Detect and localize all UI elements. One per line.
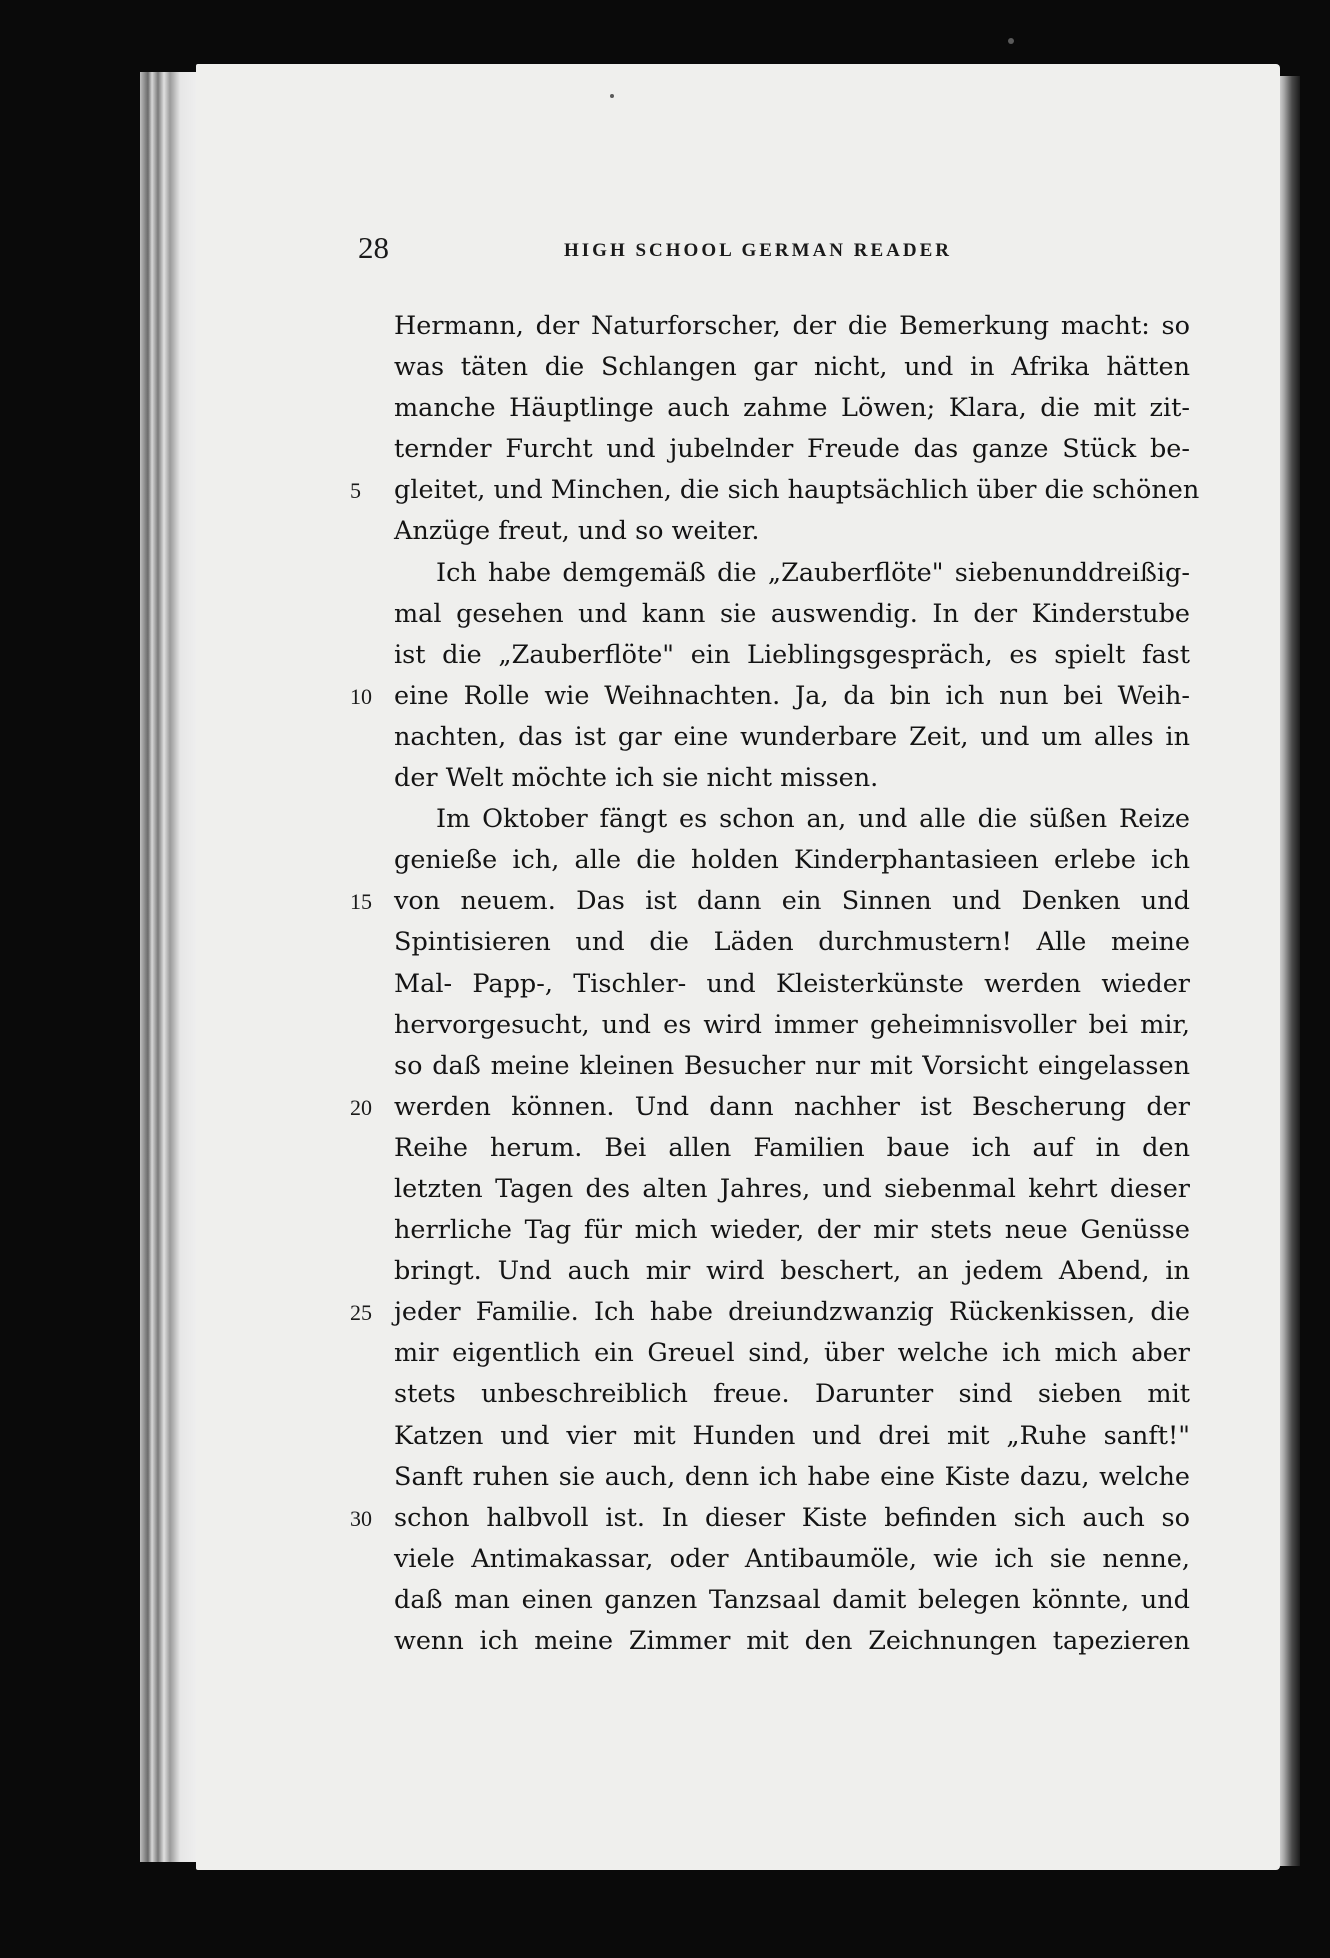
line-text: bringt. Und auch mir wird beschert, an jedem Abend, in <box>394 1256 1190 1287</box>
body-text <box>350 306 1200 1662</box>
page-number: 28 <box>358 230 389 265</box>
text-line <box>394 1621 1190 1662</box>
book-gutter-edge <box>140 72 200 1862</box>
text-line <box>394 717 1190 758</box>
scan-speck <box>1008 38 1014 44</box>
line-text: Sanft ruhen sie auch, denn ich habe eine Kiste dazu, welche <box>394 1461 1190 1492</box>
line-text: stets unbeschreiblich freue. Darunter sind sieben mit <box>394 1379 1190 1410</box>
text-line <box>394 511 1190 552</box>
line-text: Anzüge freut, und so weiter. <box>394 516 760 547</box>
line-text: hervorgesucht, und es wird immer geheimnisvoller bei mir, <box>394 1009 1190 1040</box>
line-text: ist die „Zauberflöte" ein Lieblingsgespräch, es spielt fast <box>394 639 1190 670</box>
line-text: Mal- Papp-, Tischler- und Kleisterkünste werden wieder <box>394 968 1190 999</box>
text-line <box>394 429 1190 470</box>
text-line <box>350 1498 1190 1539</box>
text-line <box>394 964 1190 1005</box>
text-line <box>394 1539 1190 1580</box>
line-text: so daß meine kleinen Besucher nur mit Vorsicht eingelassen <box>394 1050 1190 1081</box>
text-line <box>394 1416 1190 1457</box>
line-text: genieße ich, alle die holden Kinderphantasieen erlebe ich <box>394 845 1190 876</box>
text-line <box>350 881 1190 922</box>
text-line <box>394 1046 1190 1087</box>
running-title: HIGH SCHOOL GERMAN READER <box>564 240 953 261</box>
text-line <box>394 1005 1190 1046</box>
line-text: nachten, das ist gar eine wunderbare Zeit, und um alles in <box>394 721 1190 752</box>
line-text: ternder Furcht und jubelnder Freude das ganze Stück be- <box>394 434 1190 465</box>
line-text: der Welt möchte ich sie nicht missen. <box>394 763 879 794</box>
text-line <box>394 758 1190 799</box>
line-text: gleitet, und Minchen, die sich hauptsächlich über die schönen <box>394 475 1200 506</box>
line-text: von neuem. Das ist dann ein Sinnen und Denken und <box>394 886 1190 917</box>
text-line <box>394 1210 1190 1251</box>
text-line <box>394 799 1190 840</box>
line-text: eine Rolle wie Weihnachten. Ja, da bin ich nun bei Weih- <box>394 680 1190 711</box>
text-line <box>394 1251 1190 1292</box>
text-line <box>394 553 1190 594</box>
text-line <box>394 840 1190 881</box>
text-line <box>350 1087 1190 1128</box>
line-text: Spintisieren und die Läden durchmustern! Alle meine <box>394 927 1190 958</box>
line-text: wenn ich meine Zimmer mit den Zeichnungen tapezieren <box>394 1626 1190 1656</box>
line-number: 10 <box>350 683 372 709</box>
text-line <box>394 594 1190 635</box>
line-text: Im Oktober fängt es schon an, und alle die süßen Reize <box>436 804 1190 835</box>
line-text: jeder Familie. Ich habe dreiundzwanzig Rückenkissen, die <box>394 1297 1190 1328</box>
page-right-edge <box>1278 76 1300 1866</box>
text-line <box>394 1580 1190 1621</box>
text-line <box>394 1457 1190 1498</box>
page-header <box>358 230 1194 270</box>
text-line <box>394 922 1190 963</box>
line-text: viele Antimakassar, oder Antibaumöle, wie ich sie nenne, <box>394 1543 1190 1574</box>
text-line <box>350 1292 1190 1333</box>
text-line <box>394 306 1190 347</box>
text-line <box>394 1333 1190 1374</box>
line-text: daß man einen ganzen Tanzsaal damit belegen könnte, und <box>394 1584 1190 1615</box>
line-text: Ich habe demgemäß die „Zauberflöte" siebenunddreißig- <box>436 557 1190 588</box>
line-text: Hermann, der Naturforscher, der die Bemerkung macht: so <box>394 311 1190 341</box>
line-text: mir eigentlich ein Greuel sind, über welche ich mich aber <box>394 1338 1190 1369</box>
line-number: 15 <box>350 889 372 915</box>
line-text: herrliche Tag für mich wieder, der mir stets neue Genüsse <box>394 1215 1190 1246</box>
line-text: mal gesehen und kann sie auswendig. In der Kinderstube <box>394 598 1190 629</box>
line-number: 25 <box>350 1300 372 1326</box>
text-line <box>350 676 1190 717</box>
text-line <box>394 1128 1190 1169</box>
text-line <box>394 635 1190 676</box>
text-line <box>394 1374 1190 1415</box>
line-text: Katzen und vier mit Hunden und drei mit „Ruhe sanft!" <box>394 1420 1190 1451</box>
line-text: was täten die Schlangen gar nicht, und in Afrika hätten <box>394 352 1190 383</box>
line-number: 20 <box>350 1094 372 1120</box>
scan-speck <box>610 94 614 98</box>
text-line <box>350 470 1200 511</box>
line-text: letzten Tagen des alten Jahres, und siebenmal kehrt dieser <box>394 1173 1190 1204</box>
line-text: manche Häuptlinge auch zahme Löwen; Klara, die mit zit- <box>394 393 1190 424</box>
line-text: werden können. Und dann nachher ist Bescherung der <box>394 1091 1190 1122</box>
text-line <box>394 1169 1190 1210</box>
line-text: Reihe herum. Bei allen Familien baue ich auf in den <box>394 1132 1190 1163</box>
line-number: 30 <box>350 1505 372 1531</box>
line-number: 5 <box>350 478 361 504</box>
text-line <box>394 347 1190 388</box>
text-line <box>394 388 1190 429</box>
line-text: schon halbvoll ist. In dieser Kiste befinden sich auch so <box>394 1502 1190 1533</box>
